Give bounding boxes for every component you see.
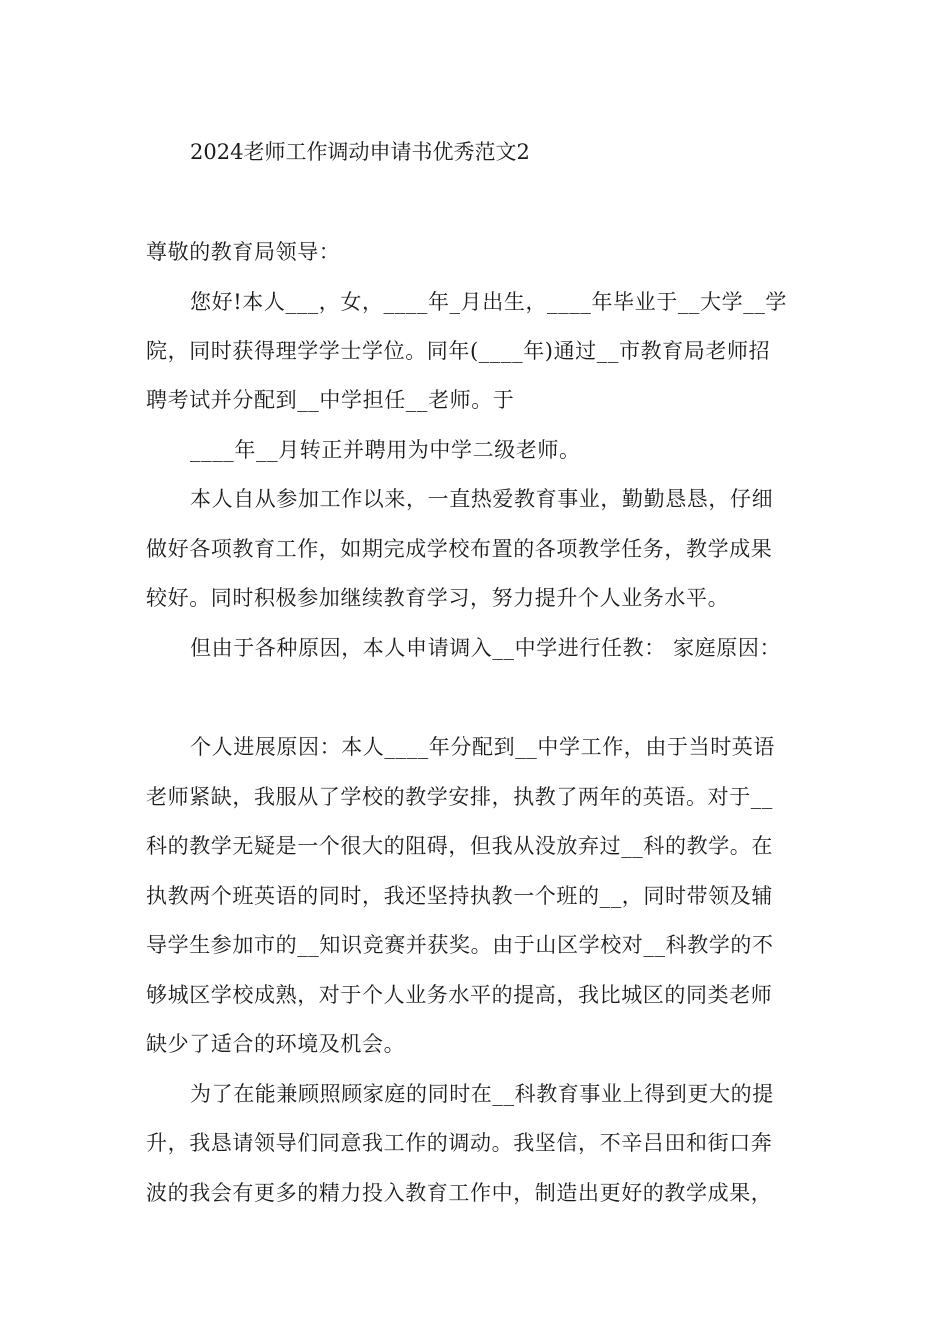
paragraph-line: 做好各项教育工作，如期完成学校布置的各项教学任务，教学成果 bbox=[146, 537, 773, 561]
paragraph-line: 缺少了适合的环境及机会。 bbox=[146, 1032, 406, 1056]
paragraph-line: 科的教学无疑是一个很大的阻碍，但我从没放弃过__科的教学。在 bbox=[146, 834, 773, 858]
paragraph-line: 执教两个班英语的同时，我还坚持执教一个班的__，同时带领及辅 bbox=[146, 884, 773, 908]
paragraph-line: 为了在能兼顾照顾家庭的同时在__科教育事业上得到更大的提 bbox=[190, 1082, 774, 1106]
paragraph-line: 波的我会有更多的精力投入教育工作中，制造出更好的教学成果， bbox=[146, 1181, 773, 1205]
paragraph-line: 导学生参加市的__知识竞赛并获奖。由于山区学校对__科教学的不 bbox=[146, 933, 774, 957]
salutation: 尊敬的教育局领导： bbox=[146, 240, 341, 264]
paragraph-line: 本人自从参加工作以来，一直热爱教育事业，勤勤恳恳，仔细 bbox=[190, 487, 774, 511]
paragraph-line: 升，我恳请领导们同意我工作的调动。我坚信，不辛吕田和街口奔 bbox=[146, 1131, 773, 1155]
paragraph-line: 院，同时获得理学学士学位。同年(____年)通过__市教育局老师招 bbox=[146, 339, 771, 363]
paragraph-line: 够城区学校成熟，对于个人业务水平的提高，我比城区的同类老师 bbox=[146, 983, 773, 1007]
paragraph-line: 但由于各种原因，本人申请调入__中学进行任教： 家庭原因： bbox=[190, 636, 782, 660]
paragraph-line: 您好!本人___，女，____年_月出生，____年毕业于__大学__学 bbox=[190, 290, 788, 314]
paragraph-line: ____年__月转正并聘用为中学二级老师。 bbox=[190, 438, 581, 462]
paragraph-line: 聘考试并分配到__中学担任__老师。于 bbox=[146, 388, 515, 412]
paragraph-line: 老师紧缺，我服从了学校的教学安排，执教了两年的英语。对于__ bbox=[146, 785, 773, 809]
paragraph-line: 个人进展原因：本人____年分配到__中学工作，由于当时英语 bbox=[190, 735, 775, 759]
paragraph-line: 较好。同时积极参加继续教育学习，努力提升个人业务水平。 bbox=[146, 586, 730, 610]
document-title: 2024老师工作调动申请书优秀范文2 bbox=[190, 140, 530, 164]
